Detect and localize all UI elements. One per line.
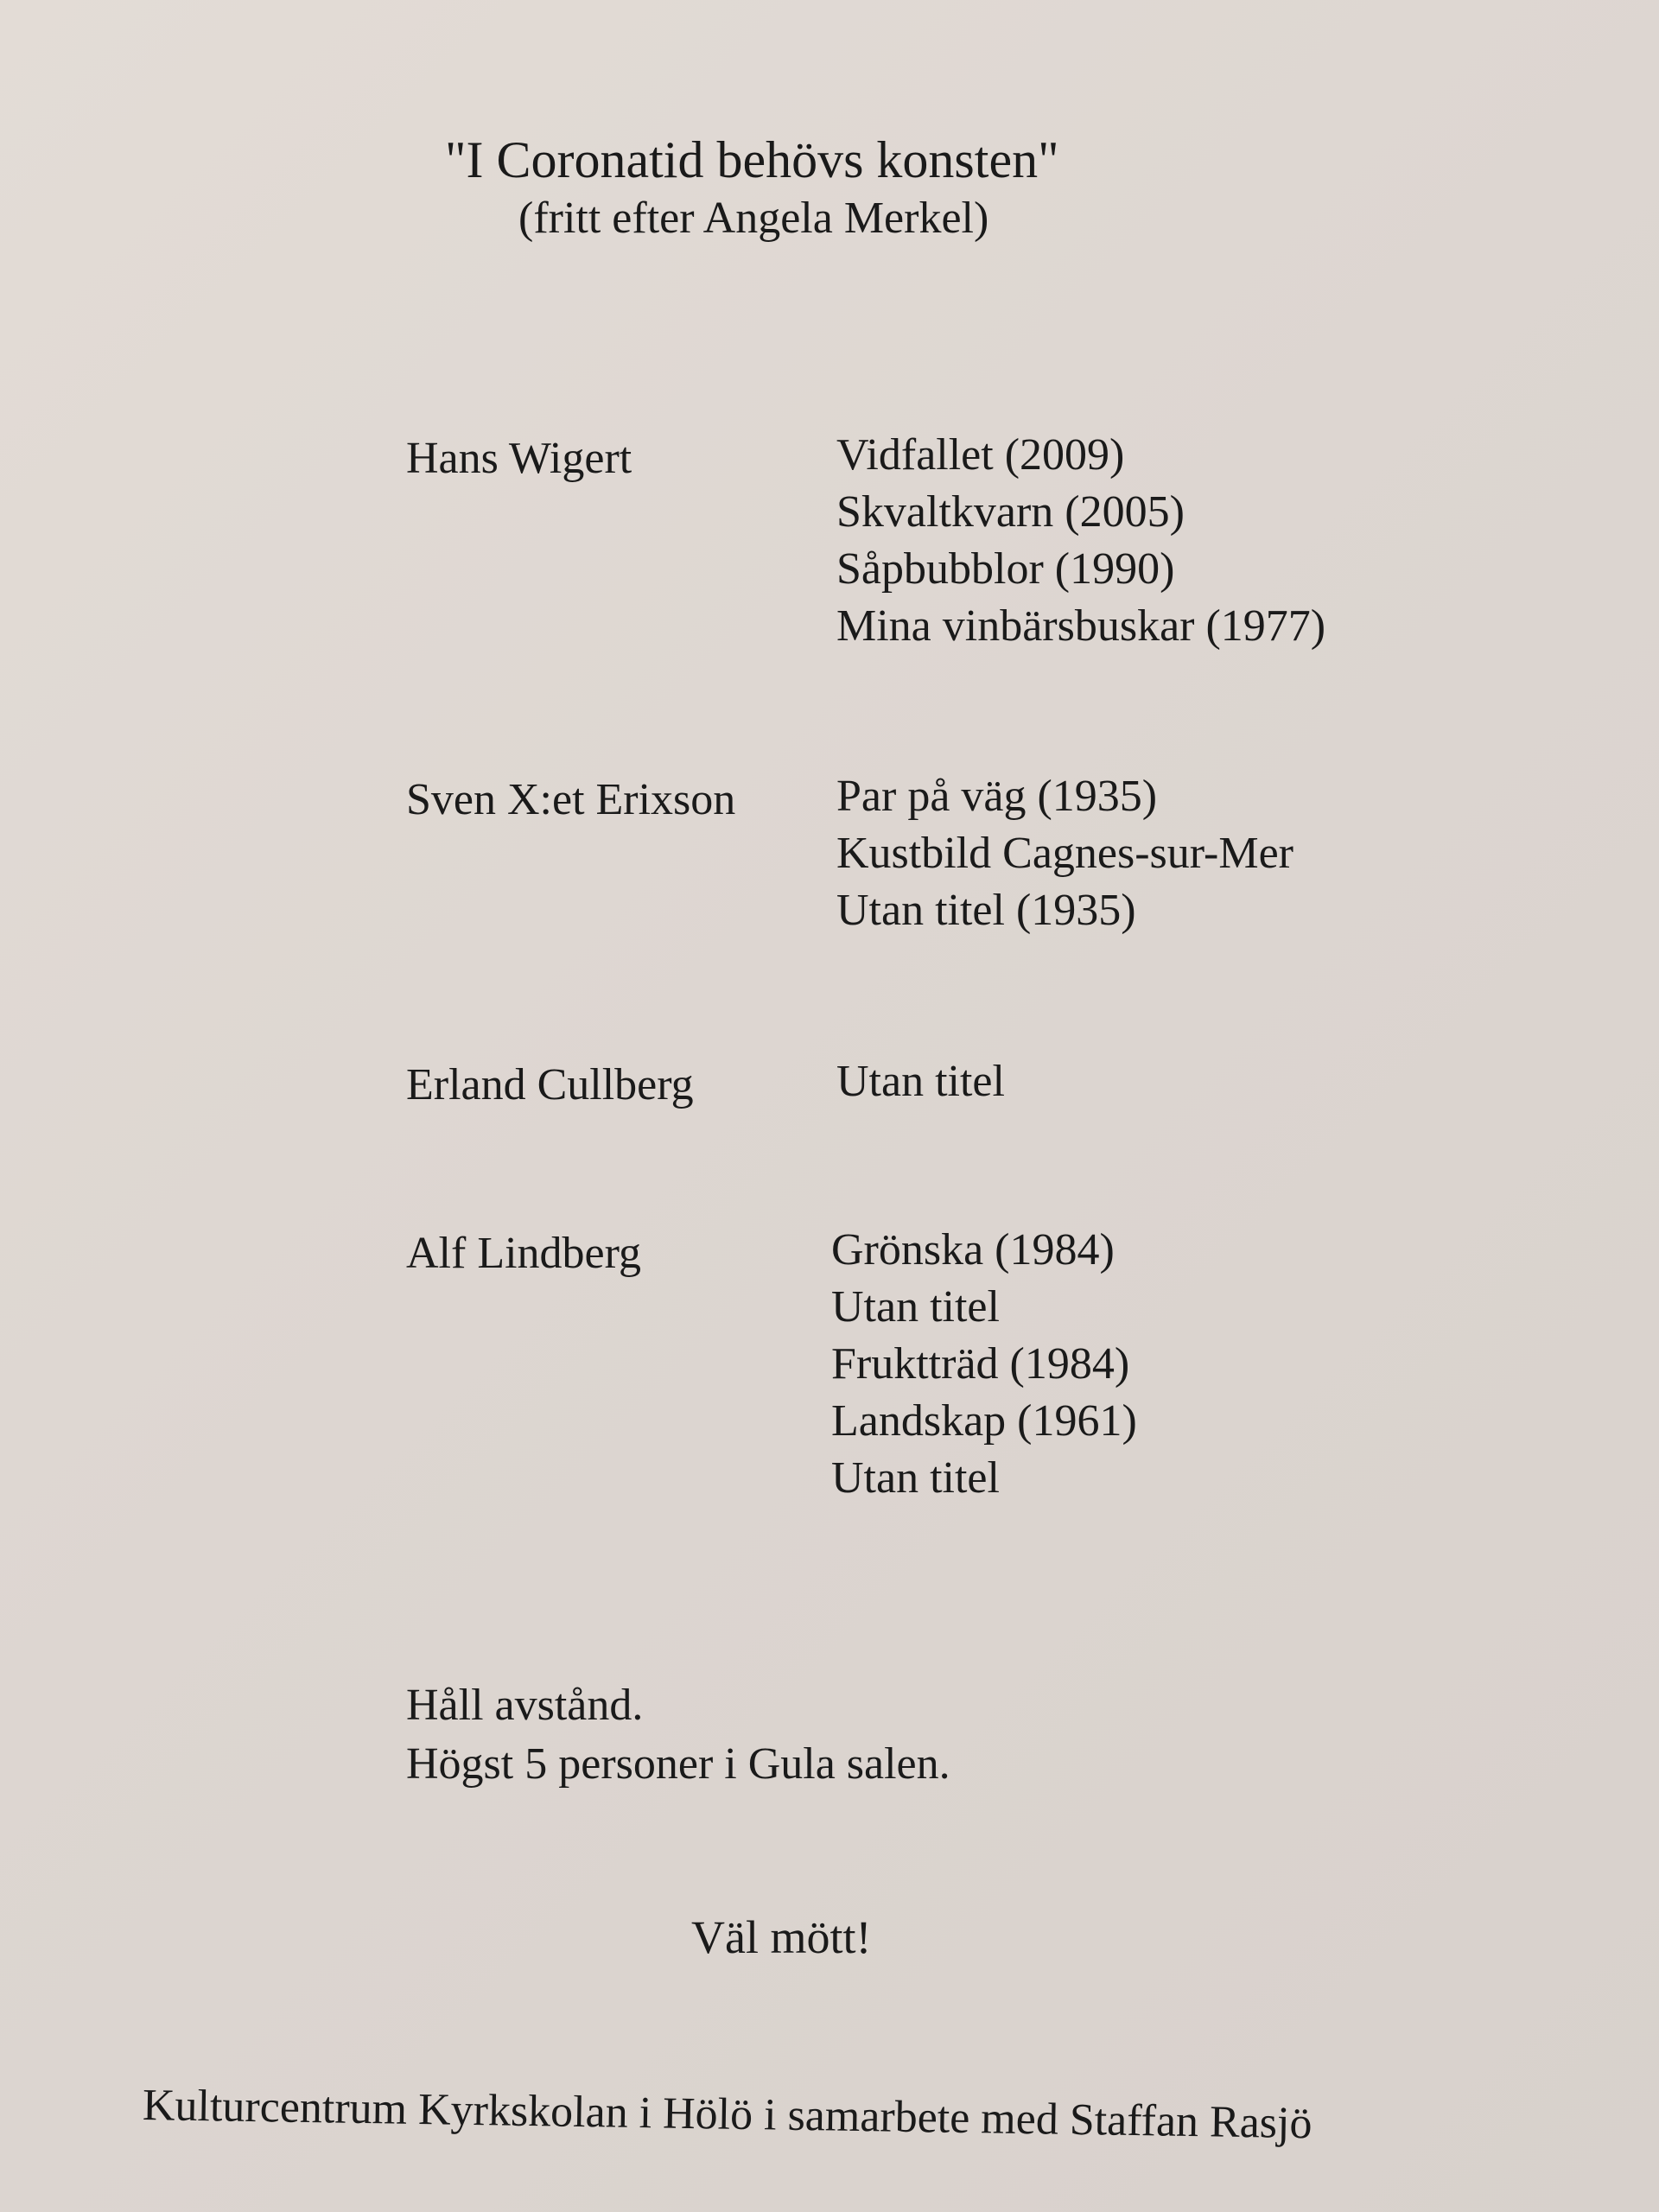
artwork-item: Skvaltkvarn (2005)	[836, 487, 1185, 537]
greeting: Väl mött!	[691, 1911, 872, 1963]
artwork-item: Utan titel	[836, 1057, 1005, 1106]
artwork-item: Vidfallet (2009)	[836, 430, 1125, 480]
artwork-item: Såpbubblor (1990)	[836, 544, 1175, 594]
distancing-notice	[406, 1676, 950, 1794]
notice-line: Högst 5 personer i Gula salen.	[406, 1739, 950, 1789]
artwork-item: Mina vinbärsbuskar (1977)	[836, 601, 1326, 651]
footer-credit: Kulturcentrum Kyrkskolan i Hölö i samarbete med Staffan Rasjö	[142, 2081, 1313, 2149]
artist-name-sven-erixson: Sven X:et Erixson	[406, 775, 736, 824]
artwork-list-sven-erixson	[836, 768, 1294, 939]
artist-name-alf-lindberg: Alf Lindberg	[406, 1229, 641, 1278]
notice-line: Håll avstånd.	[406, 1681, 644, 1730]
artwork-item: Fruktträd (1984)	[831, 1339, 1130, 1389]
page-subtitle: (fritt efter Angela Merkel)	[518, 194, 989, 243]
artist-name-erland-cullberg: Erland Cullberg	[406, 1060, 694, 1109]
artwork-list-alf-lindberg	[831, 1222, 1137, 1507]
artist-name-hans-wigert: Hans Wigert	[406, 434, 632, 483]
artwork-item: Landskap (1961)	[831, 1396, 1137, 1446]
artwork-item: Utan titel (1935)	[836, 886, 1136, 935]
page-title: "I Coronatid behövs konsten"	[445, 131, 1059, 188]
artwork-item: Kustbild Cagnes-sur-Mer	[836, 829, 1294, 878]
artwork-item: Par på väg (1935)	[836, 772, 1158, 821]
artwork-item: Utan titel	[831, 1453, 1000, 1503]
artwork-item: Grönska (1984)	[831, 1225, 1115, 1274]
artwork-list-erland-cullberg	[836, 1053, 1005, 1110]
artwork-list-hans-wigert	[836, 427, 1325, 655]
artwork-item: Utan titel	[831, 1282, 1000, 1332]
